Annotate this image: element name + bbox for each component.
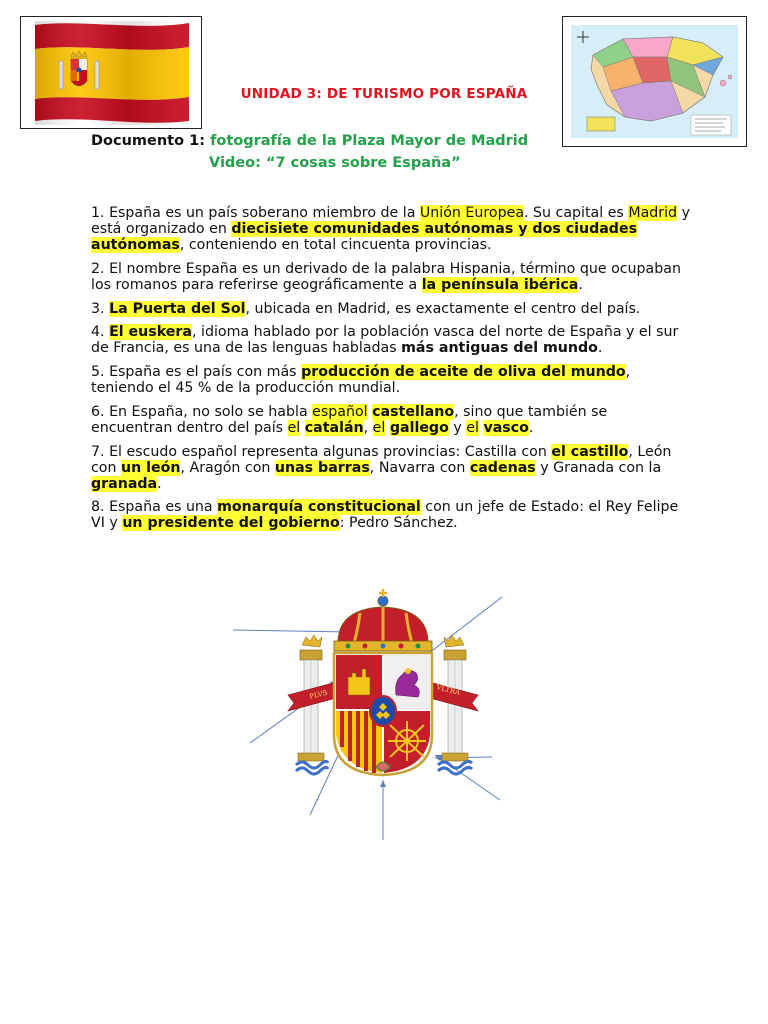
map-image [562,16,747,147]
shield [334,653,432,775]
document-label: Documento 1: [91,133,206,149]
list-item: 4. El euskera, idioma hablado por la población vasca del norte de España y el sur de Francia, es una de las lenguas habladas más antiguas del mundo. [91,324,679,356]
list-item: 6. En España, no solo se habla español castellano, sino que también se encuentran dentro del país el catalán, el gallego y el vasco. [91,404,608,436]
list-item: 3. La Puerta del Sol, ubicada en Madrid, es exactamente el centro del país. [91,301,641,317]
crown [334,589,432,651]
list-item: 2. El nombre España es un derivado de la palabra Hispania, término que ocupaban los romanos para referirse geográficamente a la península ibérica. [91,261,681,293]
list-item: 7. El escudo español representa algunas provincias: Castilla con el castillo, León con un león, Aragón con unas barras, Navarra con cadenas y Granada con la granada. [91,444,672,492]
spain-flag-icon [21,17,201,128]
coat-of-arms-image [230,585,510,845]
page-title: UNIDAD 3: DE TURISMO POR ESPAÑA [240,86,528,102]
list-item: 8. España es una monarquía constitucional con un jefe de Estado: el Rey Felipe VI y un presidente del gobierno: Pedro Sánchez. [91,499,679,531]
motto-left: PLVS [308,688,329,701]
flag-image [20,16,202,129]
motto-right: VLTRA [435,683,461,697]
document-line [91,133,528,149]
photo-link[interactable]: fotografía de la Plaza Mayor de Madrid [210,133,529,149]
video-link[interactable]: Video: “7 cosas sobre España” [209,155,461,171]
list-item: 5. España es el país con más producción de aceite de oliva del mundo, teniendo el 45 % de la producción mundial. [91,364,631,396]
list-item: 1. España es un país soberano miembro de la Unión Europea. Su capital es Madrid y está organizado en diecisiete comunidades autónomas y dos ciudades autónomas, conteniendo en total cincuenta provincias. [91,205,690,253]
spain-map-icon [563,17,746,146]
